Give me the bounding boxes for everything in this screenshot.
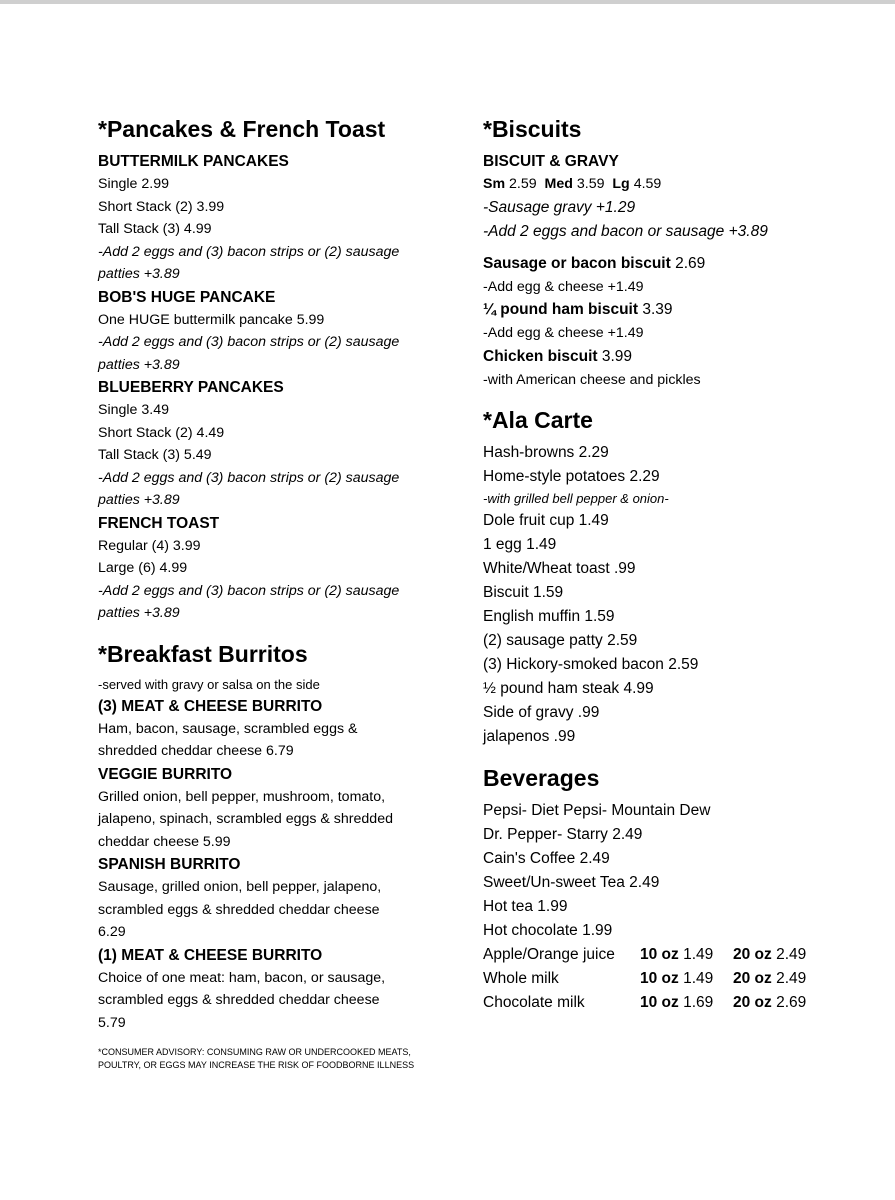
biscuit-gravy-title: BISCUIT & GRAVY (483, 153, 619, 170)
burrito-title: SPANISH BURRITO (98, 856, 241, 873)
menu-line: 1 egg 1.49 (483, 536, 557, 553)
item-price: 3.39 (642, 301, 673, 318)
menu-line: White/Wheat toast .99 (483, 560, 636, 577)
burrito-item (98, 763, 438, 854)
size-price: 1.69 (683, 994, 714, 1011)
menu-line: Home-style potatoes 2.29 (483, 468, 660, 485)
menu-line: Sweet/Un-sweet Tea 2.49 (483, 874, 660, 891)
size-label: 10 oz (640, 970, 679, 987)
size-label: Sm (483, 176, 506, 192)
burrito-title: VEGGIE BURRITO (98, 765, 233, 783)
left-column (98, 114, 438, 1072)
buttermilk-title: BUTTERMILK PANCAKES (98, 153, 289, 170)
chicken-biscuit (483, 345, 863, 369)
size-label: Lg (612, 176, 630, 192)
addon-line: -Add 2 eggs and bacon or sausage +3.89 (483, 222, 768, 240)
menu-line: Regular (4) 3.99 (98, 537, 201, 554)
menu-line: Side of gravy .99 (483, 704, 600, 721)
addon-line: -Add egg & cheese +1.49 (483, 278, 644, 295)
menu-line: Tall Stack (3) 5.49 (98, 447, 212, 463)
menu-line: Grilled onion, bell pepper, mushroom, tomato, (98, 788, 386, 805)
addon-line: patties +3.89 (98, 356, 180, 373)
menu-line: Dr. Pepper- Starry 2.49 (483, 826, 643, 843)
menu-line: scrambled eggs & shredded cheddar cheese (98, 901, 380, 918)
top-border (0, 0, 895, 4)
addon-line: -Add 2 eggs and (3) bacon strips or (2) sausage (98, 243, 400, 260)
menu-line: ½ pound ham steak 4.99 (483, 680, 654, 697)
menu-line: 5.79 (98, 1014, 126, 1031)
sized-beverage-row (483, 943, 863, 967)
menu-line: Single 2.99 (98, 176, 169, 192)
beverage-name: Whole milk (483, 970, 559, 987)
potato-note: -with grilled bell pepper & onion- (483, 491, 669, 506)
french-toast-section (98, 512, 438, 625)
size-label: 20 oz (733, 970, 772, 987)
size-price: 2.59 (509, 176, 537, 192)
menu-line: (2) sausage patty 2.59 (483, 632, 638, 649)
item-name: Sausage or bacon biscuit (483, 254, 671, 272)
right-column (483, 114, 863, 1015)
addon-line: patties +3.89 (98, 605, 180, 621)
french-toast-title: FRENCH TOAST (98, 514, 220, 532)
menu-line: One HUGE buttermilk pancake 5.99 (98, 311, 325, 328)
advisory-line: *CONSUMER ADVISORY: CONSUMING RAW OR UNDERCOOKED MEATS, (98, 1047, 411, 1057)
item-price: 3.99 (601, 347, 633, 365)
addon-line: -Add 2 eggs and (3) bacon strips or (2) sausage (98, 334, 400, 350)
menu-line: Sausage, grilled onion, bell pepper, jalapeno, (98, 879, 382, 895)
menu-line: scrambled eggs & shredded cheddar cheese (98, 992, 380, 1008)
menu-line: Cain's Coffee 2.49 (483, 850, 610, 867)
item-name: Chicken biscuit (483, 347, 598, 365)
burritos-note: -served with gravy or salsa on the side (98, 676, 320, 692)
size-label: 10 oz (640, 994, 679, 1011)
addon-line: -Add egg & cheese +1.49 (483, 325, 644, 341)
blueberry-section (98, 376, 438, 512)
addon-line: -Sausage gravy +1.29 (483, 198, 636, 216)
size-price: 1.49 (683, 946, 714, 963)
sized-beverage-row (483, 967, 863, 991)
menu-line: shredded cheddar cheese 6.79 (98, 743, 294, 759)
menu-line: Tall Stack (3) 4.99 (98, 221, 212, 237)
size-price: 4.59 (633, 176, 662, 192)
biscuit-gravy-sizes (483, 173, 863, 196)
burritos-heading: *Breakfast Burritos (98, 640, 308, 667)
ham-biscuit (483, 298, 863, 322)
pancakes-heading: *Pancakes & French Toast (98, 116, 386, 142)
size-price: 2.49 (776, 946, 807, 963)
burrito-title: (3) MEAT & CHEESE BURRITO (98, 697, 323, 715)
burrito-title: (1) MEAT & CHEESE BURRITO (98, 946, 323, 964)
chicken-note: -with American cheese and pickles (483, 371, 701, 388)
menu-line: Ham, bacon, sausage, scrambled eggs & (98, 720, 358, 737)
blueberry-title: BLUEBERRY PANCAKES (98, 379, 284, 396)
beverages-heading: Beverages (483, 765, 600, 791)
menu-line: Dole fruit cup 1.49 (483, 512, 609, 529)
burrito-item (98, 853, 438, 944)
item-price: 2.69 (675, 254, 706, 272)
menu-line: English muffin 1.59 (483, 608, 615, 625)
burrito-item (98, 695, 438, 763)
size-price: 2.49 (776, 970, 807, 987)
menu-line: Pepsi- Diet Pepsi- Mountain Dew (483, 802, 711, 819)
menu-line: Short Stack (2) 3.99 (98, 198, 225, 215)
size-price: 1.49 (683, 970, 714, 987)
beverage-name: Chocolate milk (483, 994, 585, 1011)
menu-line: Single 3.49 (98, 402, 169, 418)
burrito-item (98, 944, 438, 1035)
sized-beverage-row (483, 991, 863, 1015)
addon-line: -Add 2 eggs and (3) bacon strips or (2) sausage (98, 469, 400, 486)
biscuits-heading: *Biscuits (483, 116, 582, 142)
menu-line: Large (6) 4.99 (98, 560, 188, 576)
bobs-section (98, 286, 438, 377)
menu-line: Hot tea 1.99 (483, 898, 568, 915)
addon-line: -Add 2 eggs and (3) bacon strips or (2) sausage (98, 582, 400, 599)
addon-line: patties +3.89 (98, 266, 180, 282)
addon-line: patties +3.89 (98, 492, 180, 508)
menu-line: Hash-browns 2.29 (483, 444, 609, 461)
menu-line: Short Stack (2) 4.49 (98, 424, 225, 441)
size-label: Med (544, 176, 573, 192)
menu-line: jalapeno, spinach, scrambled eggs & shredded (98, 811, 393, 827)
consumer-advisory (98, 1046, 438, 1072)
menu-line: 6.29 (98, 924, 126, 940)
size-label: 10 oz (640, 946, 679, 963)
menu-line: jalapenos .99 (483, 728, 576, 745)
advisory-line: POULTRY, OR EGGS MAY INCREASE THE RISK OF FOODBORNE ILLNESS (98, 1060, 415, 1070)
menu-line: Hot chocolate 1.99 (483, 922, 613, 939)
buttermilk-section (98, 150, 438, 286)
sausage-biscuit (483, 252, 863, 276)
size-price: 2.69 (776, 994, 807, 1011)
menu-line: Biscuit 1.59 (483, 584, 564, 601)
alacarte-heading: *Ala Carte (483, 407, 593, 433)
size-price: 3.59 (576, 176, 605, 192)
size-label: 20 oz (733, 946, 772, 963)
beverage-name: Apple/Orange juice (483, 946, 615, 963)
menu-line: (3) Hickory-smoked bacon 2.59 (483, 656, 699, 673)
menu-line: cheddar cheese 5.99 (98, 833, 231, 850)
size-label: 20 oz (733, 994, 772, 1011)
item-name: ¼ pound ham biscuit (483, 301, 639, 318)
menu-line: Choice of one meat: ham, bacon, or sausage, (98, 969, 386, 986)
bobs-title: BOB'S HUGE PANCAKE (98, 288, 276, 306)
